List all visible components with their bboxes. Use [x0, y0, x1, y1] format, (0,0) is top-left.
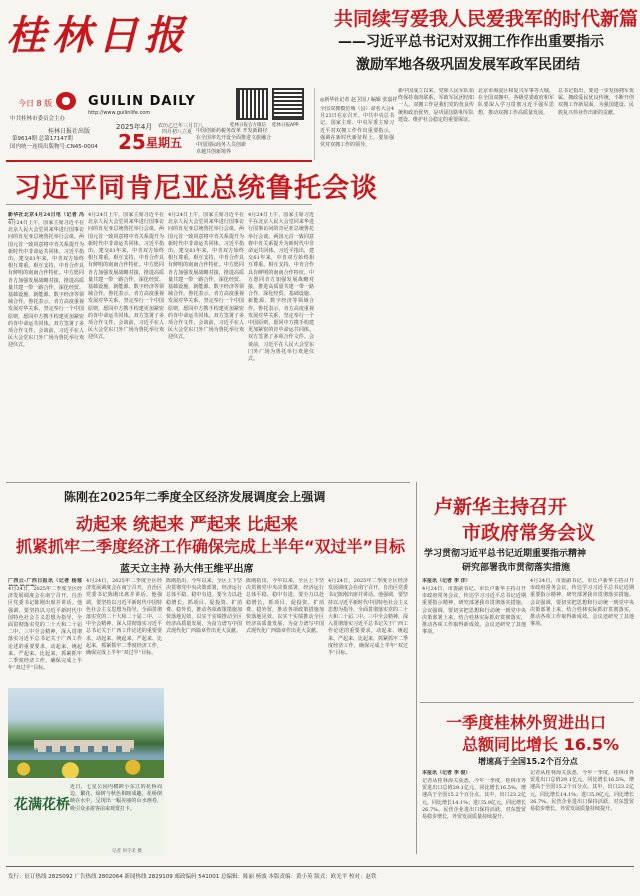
brief-item[interactable]: 卓越共创新境界 [196, 149, 232, 155]
economy-kicker: 陈刚在2025年二季度全区经济发展调度会上强调 [64, 490, 326, 504]
date-weekday: 星期五 [146, 136, 183, 150]
top-story-subline: ——习近平总书记对双拥工作作出重要指示 [338, 34, 604, 50]
lunar-date-2: 四月初八立夏 [162, 129, 193, 135]
section-divider [420, 702, 634, 703]
qr-caption: 桂林日报官方微信 [230, 123, 266, 128]
trade-headline-1[interactable]: 一季度桂林外贸进出口 [446, 713, 607, 732]
council-body: 4月24日，市委副书记、市长卢新华主持召开市政府常务会议，传达学习习近平总书记近期重要指示精神，研究部署我市贯彻落实措施。会议强调，要切实把思想和行动统一到党中央决策部署上来，结合桂林实际抓好贯彻落实，推动各项工作取得新成效。会议还研究了其他事项。 [530, 578, 634, 628]
brief-item[interactable]: 在全国率先开设全面推进文旅融合 [196, 135, 272, 141]
trade-dateline: 本报讯（记者 李 俊） [422, 770, 471, 776]
council-headline-1[interactable]: 卢新华主持召开 [434, 496, 568, 518]
council-headline-2[interactable]: 市政府常务会议 [462, 522, 596, 544]
economy-body: 4月24日，2025年二季度全区经济发展调度会在南宁召开，自治区党委书记陈刚出席并讲话。他强调，要坚持以习近平新时代中国特色社会主义思想为指导，全面贯彻落实党的二十大和二十届二中、三中全会精神，深入贯彻落实习近平总书记关于广西工作论述的重要要求，动起来、统起来、严起来、比起来，抓紧抓牢二季度经济工作，确保完成上半年“双过半”目标。 [328, 578, 408, 657]
economy-body: 4月24日，2025年二季度全区经济发展调度会在南宁召开，自治区党委书记陈刚出席并讲话。他强调，要坚持以习近平新时代中国特色社会主义思想为指导，全面贯彻落实党的二十大和二十届二中、三中全会精神，深入贯彻落实习近平总书记关于广西工作论述的重要要求，动起来、统起来、严起来、比起来，抓紧抓牢二季度经济工作，确保完成上半年“双过半”目标。 [86, 578, 162, 657]
economy-body: 陈刚指出，今年以来，全区上下坚决贯彻党中央决策部署，经济运行总体平稳、稳中有进。要全力以赴稳增长，抓项目、促投资、扩消费、稳外贸，推动各项政策措施加快落地见效，以实干实绩推动全区经济高质量发展，为奋力谱写中国式现代化广西篇章作出更大贡献。 [246, 578, 324, 635]
footer-info: 发行：征订热线 2825092 广告热线 2802064 新闻热线 2829109 邮政编码 541001 总编辑：陈丽 杨波 本版责编：黄小英 版式：欧光平 校对：赵铁 [8, 874, 377, 880]
main-story-body: 4月24日上午，国家主席习近平在北京人民大会堂同来华进行国事访问的肯尼亚总统鲁托举行会谈。两国元首一致同意将中肯关系提升为新时代中非命运共同体。习近平指出，建交61年来，中肯双方始终相互尊重、相互支持，中肯合作具有鲜明的南南合作特征。中方愿同肯方加强发展战略对接，推进高质量共建一带一路合作，深化经贸、基础设施、新能源、数字经济等领域合作。鲁托表示，肯方高度重视发展对华关系，坚定奉行一个中国原则，愿同中方携手构建更加紧密的肯中命运共同体。双方签署了多项合作文件。会谈前，习近平在人民大会堂东门外广场为鲁托举行欢迎仪式。 [248, 212, 314, 363]
economy-headline-2[interactable]: 抓紧抓牢二季度经济工作确保完成上半年“双过半”目标 [16, 537, 406, 556]
qr-code-icon[interactable] [272, 88, 304, 120]
brief-item[interactable]: 中国创新药税务改革 开发新路径 [196, 128, 268, 134]
council-body: 4月24日，市委副书记、市长卢新华主持召开市政府常务会议，传达学习习近平总书记近期重要指示精神，研究部署我市贯彻落实措施。会议强调，要切实把思想和行动统一到党中央决策部署上来，结合桂林实际抓好贯彻落实，推动各项工作取得新成效。会议还研究了其他事项。 [422, 586, 526, 636]
trade-headline-2[interactable]: 总额同比增长 16.5% [462, 735, 620, 754]
trade-body: 记者从桂林海关获悉，今年一季度，桂林市外贸进出口总值29.1亿元，同比增长16.5%，增速高于全国15.2个百分点。其中，出口23.2亿元，同比增长14.1%；进口5.9亿元，同比增长26.7%。民营企业进出口保持活跃，对东盟贸易稳步增长，外贸发展质量持续提升。 [422, 778, 526, 821]
lunar-date-1: 农历乙巳年三月廿八 [158, 123, 204, 129]
english-name: GUILIN DAILY [88, 94, 196, 109]
masthead-logo: 桂林日报 [6, 12, 190, 59]
photo-caption-title: 花满花桥 [14, 797, 70, 813]
app-label: 桂林日报APP [272, 123, 299, 128]
main-divider [6, 160, 312, 162]
flowers-shape [8, 760, 164, 778]
economy-body: 4月24日，2025年二季度全区经济发展调度会在南宁召开，自治区党委书记陈刚出席并讲话。他强调，要坚持以习近平新时代中国特色社会主义思想为指导，全面贯彻落实党的二十大和二十届二中、三中全会精神，深入贯彻落实习近平总书记关于广西工作论述的重要要求，动起来、统起来、严起来、比起来，抓紧抓牢二季度经济工作，确保完成上半年“双过半”目标。 [8, 586, 82, 672]
sponsor-label: 中共桂林市委员会主办 [10, 116, 66, 122]
section-divider [416, 482, 417, 854]
main-story-body: 4月24日上午，国家主席习近平在北京人民大会堂同来华进行国事访问的肯尼亚总统鲁托举行会谈。两国元首一致同意将中肯关系提升为新时代中非命运共同体。习近平指出，建交61年来，中肯双方始终相互尊重、相互支持，中肯合作具有鲜明的南南合作特征。中方愿同肯方加强发展战略对接，推进高质量共建一带一路合作，深化经贸、基础设施、新能源、数字经济等领域合作。鲁托表示，肯方高度重视发展对华关系，坚定奉行一个中国原则，愿同中方携手构建更加紧密的肯中命运共同体。双方签署了多项合作文件。会谈前，习近平在人民大会堂东门外广场为鲁托举行欢迎仪式。 [168, 212, 244, 341]
economy-headline-1[interactable]: 动起来 统起来 严起来 比起来 [76, 515, 298, 535]
bridge-arches [38, 746, 130, 752]
today-pages: 今日 8 版 [18, 99, 53, 108]
top-story-body: 新中国成立以来，党和人民军队始终保持血肉联系，军政军民团结如一人。双拥工作是我们党的优良传统和政治优势，是巩固国防和军队建设、维护社会稳定的重要保证。 [398, 88, 474, 123]
date-year-month: 2025年4月 [116, 123, 153, 131]
trade-body: 记者从桂林海关获悉，今年一季度，桂林市外贸进出口总值29.1亿元，同比增长16.5%，增速高于全国15.2个百分点。其中，出口23.2亿元，同比增长14.1%；进口5.9亿元，同比增长26.7%。民营企业进出口保持活跃，对东盟贸易稳步增长，外贸发展质量持续提升。 [530, 770, 634, 813]
main-story-headline[interactable]: 习近平同肯尼亚总统鲁托会谈 [14, 173, 378, 204]
briefs-list [196, 128, 316, 156]
masthead-divider [314, 88, 315, 160]
top-story-body: 总书记指出，要进一步发扬拥军优属、拥政爱民优良传统，不断开创双拥工作新局面，为强国建设、民族复兴伟业作出新的贡献。 [558, 88, 634, 116]
cn-code: 国内统一连续出版物号:CN45-0004 [10, 144, 98, 150]
editor-line: ◎新华社记者 赵卫国 / 编辑 张嘉祥 [320, 97, 398, 103]
top-story-body: 全国双拥模范城（县）命名大会4月23日在京召开。中共中央总书记、国家主席、中央军委主席习近平对双拥工作作出重要指示，强调在新时代新征程上，要加强党对双拥工作的领导。 [320, 106, 394, 149]
issue-number: 第9614期 总第17147期 [12, 136, 73, 142]
top-story-body: 北京市海淀区和复兴军事等大城，在全国双拥中。各级党委政府和军队要深入学习贯彻习近平强军思想，推动双拥工作高质量发展。 [478, 88, 554, 116]
main-story-dateline: 新华社北京4月24日电（记者 冯 [8, 212, 84, 218]
top-story-subline: 激励军地各级巩固发展军政军民团结 [356, 57, 580, 73]
date-day: 25 [118, 130, 146, 154]
main-story-body: 4月24日上午，国家主席习近平在北京人民大会堂同来华进行国事访问的肯尼亚总统鲁托举行会谈。两国元首一致同意将中肯关系提升为新时代中非命运共同体。习近平指出，建交61年来，中肯双方始终相互尊重、相互支持，中肯合作具有鲜明的南南合作特征。中方愿同肯方加强发展战略对接，推进高质量共建一带一路合作，深化经贸、基础设施、新能源、数字经济等领域合作。鲁托表示，肯方高度重视发展对华关系，坚定奉行一个中国原则，愿同中方携手构建更加紧密的肯中命运共同体。双方签署了多项合作文件。会谈前，习近平在人民大会堂东门外广场为鲁托举行欢迎仪式。 [88, 212, 164, 341]
economy-body: 陈刚指出，今年以来，全区上下坚决贯彻党中央决策部署，经济运行总体平稳、稳中有进。要全力以赴稳增长，抓项目、促投资、扩消费、稳外贸，推动各项政策措施加快落地见效，以实干实绩推动全区经济高质量发展，为奋力谱写中国式现代化广西篇章作出更大贡献。 [166, 578, 242, 635]
trade-subline: 增速高于全国15.2个百分点 [478, 757, 578, 766]
photo-caption-text: 近日，七星公园内横跨小东江的花桥周边，繁花、绿树与秋色相映成趣，花桥倒映在水中，呈现出一幅美丽的山水画卷，吸引众多游客前来观赏打卡。 [70, 784, 162, 812]
economy-subline: 蓝天立主持 孙大伟王维平出席 [120, 564, 254, 575]
economy-dateline: 广西云-广西日报讯（记者 杨郁 [8, 578, 82, 584]
main-story-body: 4月24日上午，国家主席习近平在北京人民大会堂同来华进行国事访问的肯尼亚总统鲁托举行会谈。两国元首一致同意将中肯关系提升为新时代中非命运共同体。习近平指出，建交61年来，中肯双方始终相互尊重、相互支持，中肯合作具有鲜明的南南合作特征。中方愿同肯方加强发展战略对接，推进高质量共建一带一路合作，深化经贸、基础设施、新能源、数字经济等领域合作。鲁托表示，肯方高度重视发展对华关系，坚定奉行一个中国原则，愿同中方携手构建更加紧密的肯中命运共同体。双方签署了多项合作文件。会谈前，习近平在人民大会堂东门外广场为鲁托举行欢迎仪式。 [8, 220, 84, 349]
site-url[interactable]: http://www.guilinlife.com [88, 110, 151, 116]
council-dateline: 本报讯（记者 李 洋） [422, 578, 471, 584]
emblem-icon [56, 92, 76, 110]
brief-item[interactable]: 中国国际商务人员创新 [196, 142, 247, 148]
footer-divider [6, 866, 634, 867]
qr-code-icon[interactable] [236, 88, 268, 120]
photo-credit: 记者 何千禾 摄 [112, 849, 142, 854]
main-divider [6, 204, 312, 205]
council-subline-1: 学习贯彻习近平总书记近期重要指示精神 [424, 549, 587, 559]
section-divider [6, 482, 410, 483]
publisher-label: 桂林日报社出版 [48, 128, 91, 135]
top-story-headline[interactable]: 共同续写爱我人民爱我军的时代新篇 [334, 8, 639, 30]
council-subline-2: 研究部署我市贯彻落实措施 [462, 563, 571, 573]
bridge-photo[interactable] [8, 688, 164, 778]
